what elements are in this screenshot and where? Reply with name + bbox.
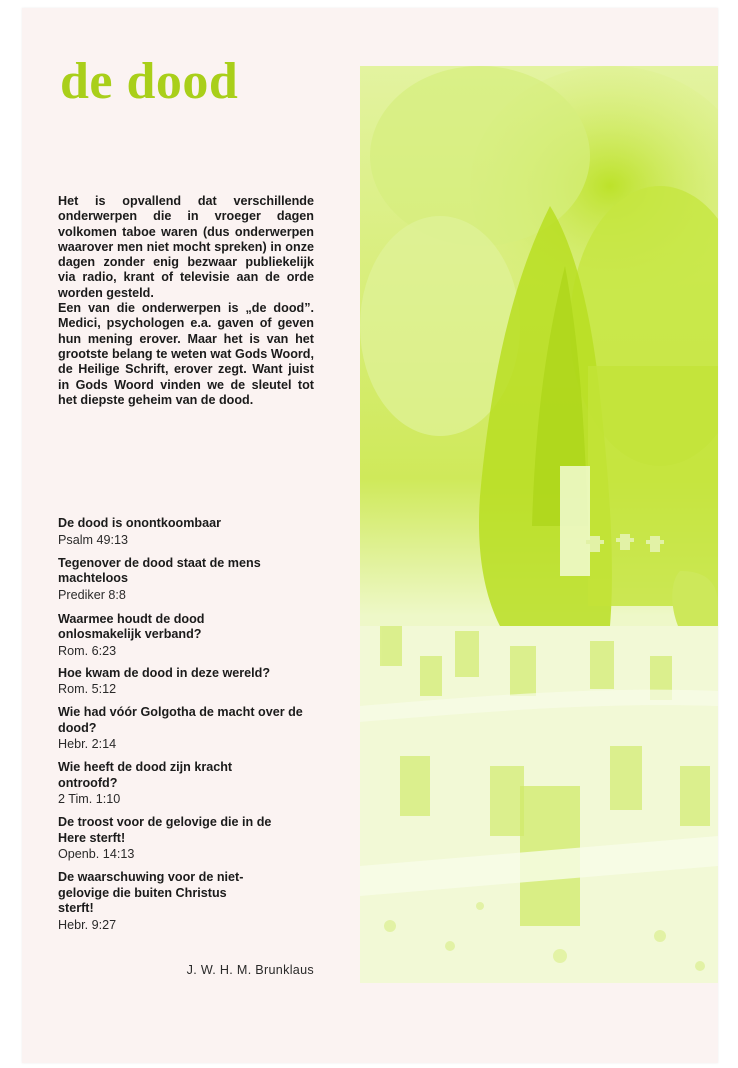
reference-item (58, 705, 320, 752)
reference-verse: Openb. 14:13 (58, 847, 135, 861)
intro-paragraph-2: Een van die onderwerpen is „de dood”. Medici, psychologen e.a. gaven of geven hun mening erover. Maar het is van het grootste belang te weten wat Gods Woord, de Heilige Schrift, erover zegt. Want juist in Gods Woord vinden we de sleutel tot het diepste geheim van de dood. (58, 301, 314, 407)
author-signature: J. W. H. M. Brunklaus (186, 963, 314, 977)
reference-item (58, 556, 320, 603)
page-title: de dood (60, 53, 239, 110)
reference-verse: 2 Tim. 1:10 (58, 792, 121, 806)
reference-question: Hoe kwam de dood in deze wereld? (58, 665, 271, 680)
cemetery-photo (360, 66, 718, 983)
reference-item (58, 815, 320, 862)
reference-question: Waarmee houdt de dood onlosmakelijk verband? (58, 611, 205, 641)
reference-verse: Psalm 49:13 (58, 532, 129, 547)
reference-question: Tegenover de dood staat de mens machteloos (58, 555, 261, 585)
reference-question: De troost voor de gelovige die in de Here sterft! (58, 815, 272, 845)
scripture-reference-list (58, 516, 320, 933)
reference-item (58, 870, 320, 933)
reference-question: Wie had vóór Golgotha de macht over de dood? (58, 705, 303, 735)
intro-paragraph-1: Het is opvallend dat verschillende onderwerpen die in vroeger dagen volkomen taboe waren (dus onderwerpen waarover men niet mocht spreken) in onze dagen zonder enig bezwaar publiekelijk via radio, krant of televisie aan de orde worden gesteld. (58, 194, 314, 300)
reference-item (58, 666, 320, 698)
reference-item (58, 516, 320, 548)
reference-question: Wie heeft de dood zijn kracht ontroofd? (58, 760, 233, 790)
reference-verse: Hebr. 9:27 (58, 917, 117, 932)
reference-verse: Rom. 5:12 (58, 682, 117, 696)
reference-verse: Hebr. 2:14 (58, 737, 117, 751)
intro-text (58, 194, 314, 408)
reference-item (58, 612, 320, 659)
reference-question: De waarschuwing voor de niet-gelovige die buiten Christus sterft! (58, 870, 244, 915)
reference-item (58, 760, 320, 807)
cemetery-photo-illustration (360, 66, 718, 983)
reference-question: De dood is onontkoombaar (58, 516, 222, 530)
magazine-page (22, 8, 718, 1063)
reference-verse: Rom. 6:23 (58, 643, 117, 658)
reference-verse: Prediker 8:8 (58, 587, 126, 602)
